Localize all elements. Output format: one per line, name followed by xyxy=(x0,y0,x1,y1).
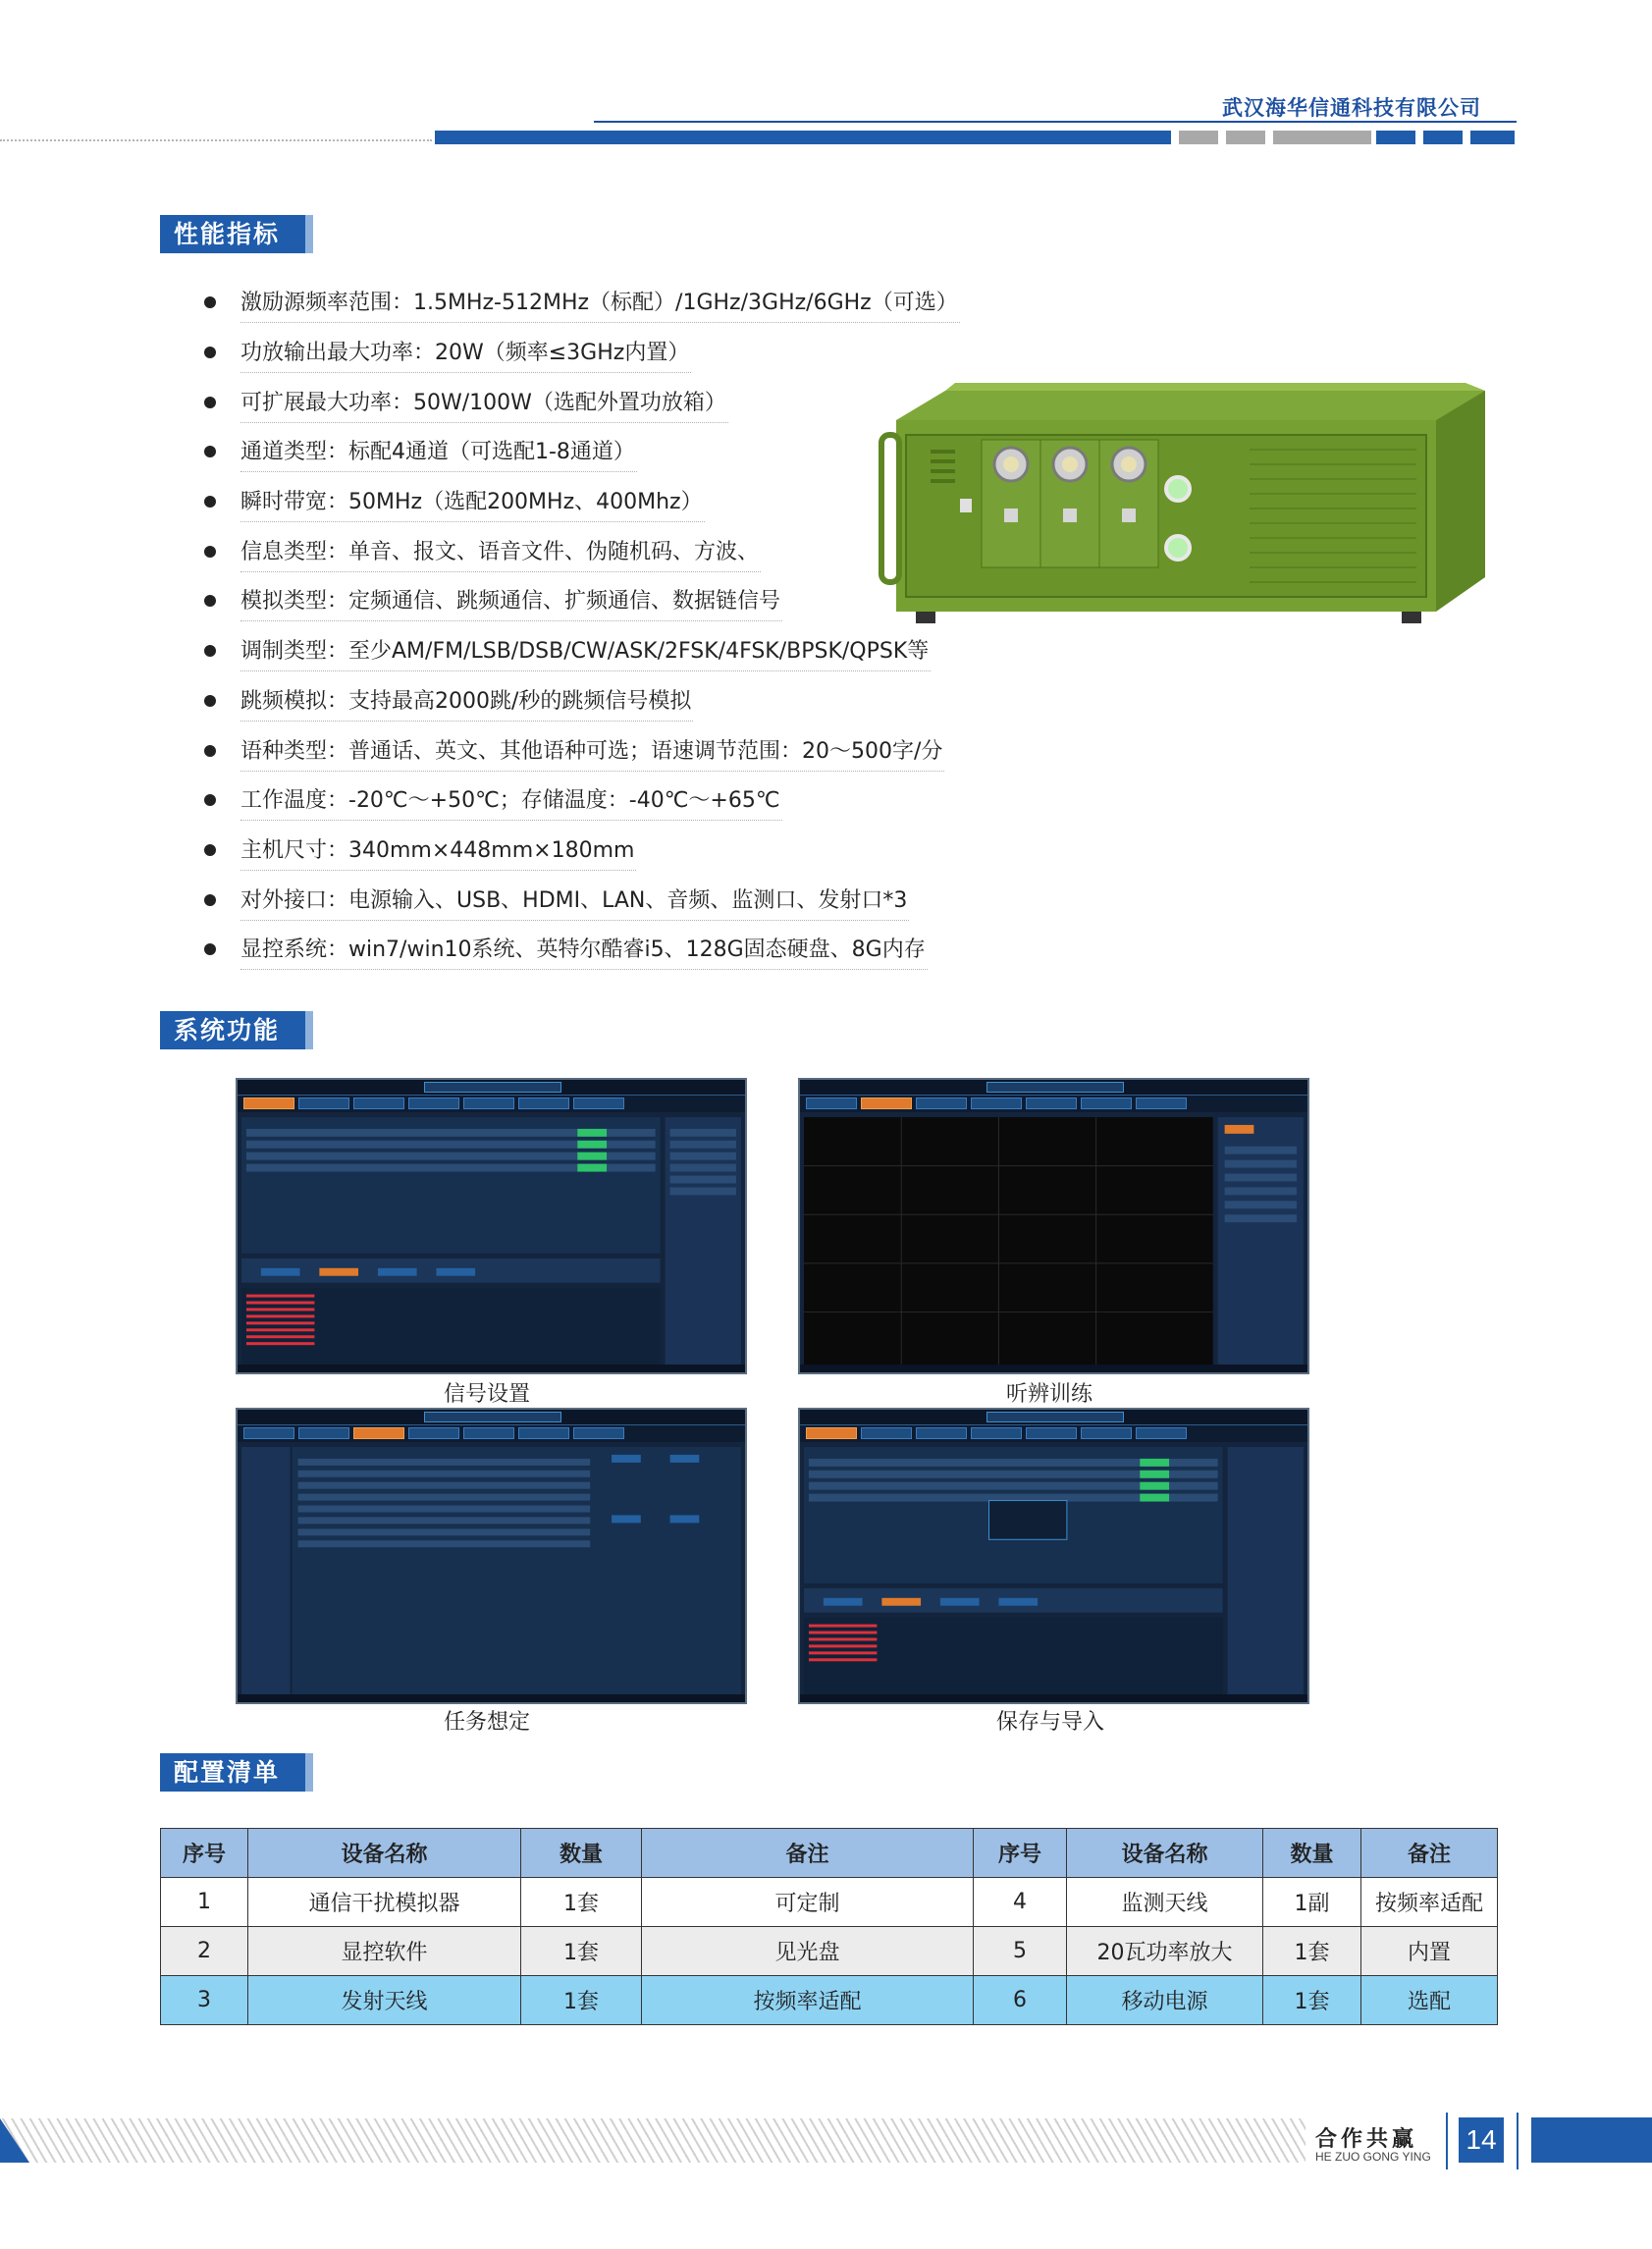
footer-slogan: 合作共赢 xyxy=(1315,2127,1418,2152)
spec-text: 激励源频率范围：1.5MHz-512MHz（标配）/1GHz/3GHz/6GHz（可选） xyxy=(240,282,960,323)
table-cell: 显控软件 xyxy=(248,1927,521,1976)
table-cell: 1套 xyxy=(1263,1976,1361,2025)
company-name: 武汉海华信通科技有限公司 xyxy=(1222,96,1481,120)
bullet-icon xyxy=(204,645,216,657)
footer-stripes xyxy=(0,2118,1306,2163)
table-cell: 可定制 xyxy=(642,1878,974,1927)
bullet-icon xyxy=(204,695,216,707)
table-row xyxy=(161,1927,1498,1976)
header-bar-blue-2 xyxy=(1423,131,1463,144)
table-cell: 1套 xyxy=(521,1878,642,1927)
bullet-icon xyxy=(204,794,216,806)
spec-item xyxy=(204,875,1019,925)
bullet-icon xyxy=(204,943,216,955)
table-cell: 20瓦功率放大 xyxy=(1067,1927,1263,1976)
spec-text: 语种类型：普通话、英文、其他语种可选；语速调节范围：20～500字/分 xyxy=(240,730,944,772)
header-bar-grey-3 xyxy=(1273,131,1371,144)
screen-titlebar xyxy=(800,1080,1307,1096)
spec-text: 可扩展最大功率：50W/100W（选配外置功放箱） xyxy=(240,382,728,423)
table-cell: 移动电源 xyxy=(1067,1976,1263,2025)
table-cell: 1套 xyxy=(521,1927,642,1976)
screenshot-mission-scenario xyxy=(236,1408,747,1704)
table-cell: 见光盘 xyxy=(642,1927,974,1976)
col-header: 设备名称 xyxy=(248,1829,521,1878)
footer-triangle-icon xyxy=(0,2118,29,2163)
screenshot-save-import xyxy=(798,1408,1309,1704)
screen-titlebar xyxy=(800,1410,1307,1425)
spec-text: 显控系统：win7/win10系统、英特尔酷睿i5、128G固态硬盘、8G内存 xyxy=(240,929,928,970)
table-cell: 3 xyxy=(161,1976,248,2025)
config-table xyxy=(160,1828,1498,2025)
screen-titlebar xyxy=(238,1080,745,1096)
screen-content xyxy=(241,1117,741,1365)
col-header: 序号 xyxy=(974,1829,1067,1878)
bullet-icon xyxy=(204,595,216,607)
footer-slogan-pinyin: HE ZUO GONG YING xyxy=(1315,2150,1431,2164)
table-cell: 1 xyxy=(161,1878,248,1927)
screen-content xyxy=(804,1447,1304,1694)
spec-text: 调制类型：至少AM/FM/LSB/DSB/CW/ASK/2FSK/4FSK/BPSK/QPSK等 xyxy=(240,630,931,671)
screen-tabs xyxy=(238,1096,745,1112)
spec-item xyxy=(204,776,1019,826)
screen-content xyxy=(804,1117,1304,1365)
table-cell: 通信干扰模拟器 xyxy=(248,1878,521,1927)
spec-item xyxy=(204,278,1019,328)
device-image xyxy=(877,381,1495,636)
spec-text: 主机尺寸：340mm×448mm×180mm xyxy=(240,830,636,871)
screenshot-listening-training xyxy=(798,1078,1309,1374)
caption-save-import: 保存与导入 xyxy=(996,1710,1105,1735)
table-cell: 1套 xyxy=(521,1976,642,2025)
table-cell: 选配 xyxy=(1361,1976,1498,2025)
bullet-icon xyxy=(204,894,216,906)
screen-titlebar xyxy=(238,1410,745,1425)
section-title-functions: 系统功能 xyxy=(160,1011,305,1049)
table-row xyxy=(161,1976,1498,2025)
screen-content xyxy=(241,1447,741,1694)
bullet-icon xyxy=(204,347,216,358)
table-cell: 监测天线 xyxy=(1067,1878,1263,1927)
bullet-icon xyxy=(204,844,216,856)
page-number: 14 xyxy=(1459,2117,1504,2163)
bullet-icon xyxy=(204,546,216,558)
spec-item xyxy=(204,725,1019,776)
spec-text: 工作温度：-20℃～+50℃；存储温度：-40℃～+65℃ xyxy=(240,779,782,821)
caption-mission-scenario: 任务想定 xyxy=(444,1710,531,1735)
spec-item xyxy=(204,826,1019,876)
spec-text: 跳频模拟：支持最高2000跳/秒的跳频信号模拟 xyxy=(240,680,693,722)
table-cell: 4 xyxy=(974,1878,1067,1927)
table-cell: 5 xyxy=(974,1927,1067,1976)
section-title-config: 配置清单 xyxy=(160,1753,305,1792)
table-cell: 1套 xyxy=(1263,1927,1361,1976)
header-rule xyxy=(594,121,1517,123)
spec-item xyxy=(204,328,1019,378)
spec-text: 功放输出最大功率：20W（频率≤3GHz内置） xyxy=(240,332,691,373)
col-header: 序号 xyxy=(161,1829,248,1878)
col-header: 设备名称 xyxy=(1067,1829,1263,1878)
bullet-icon xyxy=(204,296,216,308)
spec-item xyxy=(204,925,1019,975)
bullet-icon xyxy=(204,745,216,757)
table-cell: 2 xyxy=(161,1927,248,1976)
screen-tabs xyxy=(800,1425,1307,1442)
header-bar-grey-2 xyxy=(1226,131,1265,144)
bullet-icon xyxy=(204,496,216,508)
table-header-row xyxy=(161,1829,1498,1878)
spec-text: 瞬时带宽：50MHz（选配200MHz、400Mhz） xyxy=(240,481,705,522)
footer-divider xyxy=(1517,2113,1519,2169)
header-bar-main xyxy=(435,131,1171,144)
bullet-icon xyxy=(204,446,216,457)
spec-text: 对外接口：电源输入、USB、HDMI、LAN、音频、监测口、发射口*3 xyxy=(240,880,909,921)
spec-text: 模拟类型：定频通信、跳频通信、扩频通信、数据链信号 xyxy=(240,580,782,621)
table-cell: 内置 xyxy=(1361,1927,1498,1976)
screen-tabs xyxy=(800,1096,1307,1112)
spec-text: 通道类型：标配4通道（可选配1-8通道） xyxy=(240,431,637,472)
header-bar-blue-3 xyxy=(1470,131,1515,144)
col-header: 备注 xyxy=(1361,1829,1498,1878)
caption-signal-settings: 信号设置 xyxy=(444,1382,531,1407)
col-header: 备注 xyxy=(642,1829,974,1878)
header-bar-blue-1 xyxy=(1376,131,1415,144)
table-cell: 按频率适配 xyxy=(642,1976,974,2025)
footer-bar xyxy=(1531,2117,1652,2163)
spec-text: 信息类型：单音、报文、语音文件、伪随机码、方波、 xyxy=(240,531,761,572)
table-cell: 6 xyxy=(974,1976,1067,2025)
table-cell: 发射天线 xyxy=(248,1976,521,2025)
header-dotted-rule xyxy=(0,139,432,141)
col-header: 数量 xyxy=(1263,1829,1361,1878)
footer-divider xyxy=(1446,2113,1448,2169)
table-cell: 1副 xyxy=(1263,1878,1361,1927)
header-bar-grey-1 xyxy=(1179,131,1218,144)
screen-tabs xyxy=(238,1425,745,1442)
bullet-icon xyxy=(204,397,216,408)
col-header: 数量 xyxy=(521,1829,642,1878)
table-row xyxy=(161,1878,1498,1927)
spec-item xyxy=(204,676,1019,726)
screenshot-signal-settings xyxy=(236,1078,747,1374)
table-cell: 按频率适配 xyxy=(1361,1878,1498,1927)
section-title-performance: 性能指标 xyxy=(160,215,305,253)
caption-listening-training: 听辨训练 xyxy=(1006,1382,1093,1407)
